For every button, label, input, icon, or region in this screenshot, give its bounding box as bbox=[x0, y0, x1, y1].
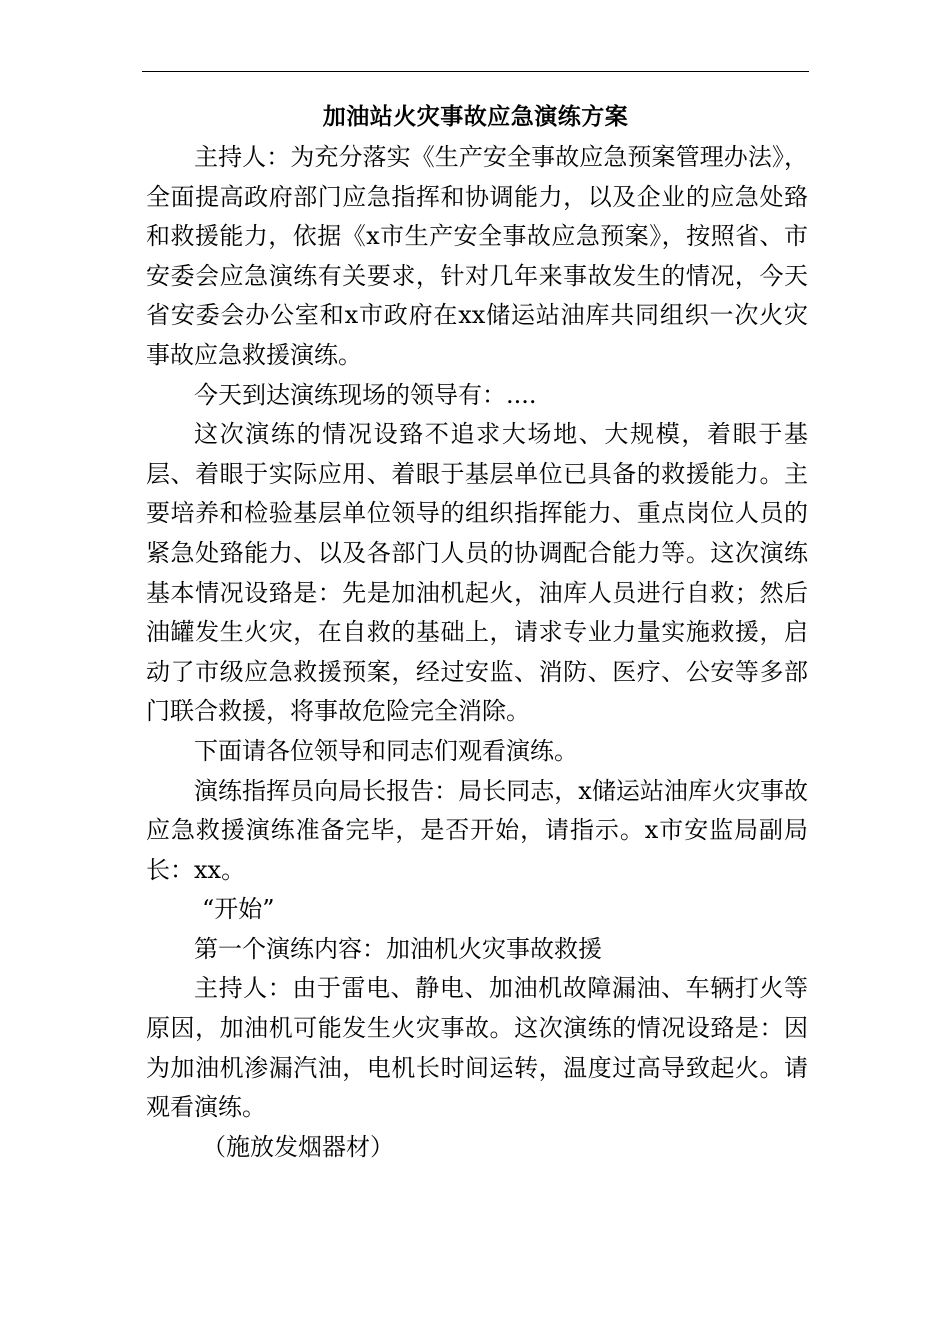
paragraph-watch-drill: 下面请各位领导和同志们观看演练。 bbox=[194, 736, 578, 765]
paragraph-first-drill-heading: 第一个演练内容：加油机火灾事故救援 bbox=[194, 934, 602, 963]
paragraph-smoke-note: （施放发烟器材） bbox=[202, 1132, 394, 1161]
paragraph-start-command: “开始” bbox=[202, 895, 275, 924]
document-body bbox=[146, 138, 808, 1167]
paragraph-drill-overview: 这次演练的情况设臵不追求大场地、大规模，着眼于基层、着眼于实际应用、着眼于基层单位已具备的救援能力。主要培养和检验基层单位领导的组织指挥能力、重点岗位人员的紧急处臵能力、以及各部门人员的协调配合能力等。这次演练基本情况设臵是：先是加油机起火，油库人员进行自救；然后油罐发生火灾，在自救的基础上，请求专业力量实施救援，启动了市级应急救援预案，经过安监、消防、医疗、公安等多部门联合救援，将事故危险完全消除。 bbox=[146, 420, 808, 726]
header-rule bbox=[142, 71, 809, 72]
paragraph-host-intro: 主持人：为充分落实《生产安全事故应急预案管理办法》，全面提高政府部门应急指挥和协调能力，以及企业的应急处臵和救援能力，依据《x市生产安全事故应急预案》，按照省、市安委会应急演练有关要求，针对几年来事故发生的情况，今天省安委会办公室和x市政府在xx储运站油库共同组织一次火灾事故应急救援演练。 bbox=[146, 143, 808, 369]
paragraph-commander-report: 演练指挥员向局长报告：局长同志，x储运站油库火灾事故应急救援演练准备完毕，是否开始，请指示。x市安监局副局长：xx。 bbox=[146, 776, 808, 884]
paragraph-first-drill-host: 主持人：由于雷电、静电、加油机故障漏油、车辆打火等原因，加油机可能发生火灾事故。这次演练的情况设臵是：因为加油机渗漏汽油，电机长时间运转，温度过高导致起火。请观看演练。 bbox=[146, 974, 808, 1122]
paragraph-leaders: 今天到达演练现场的领导有：.... bbox=[194, 380, 537, 409]
document-title: 加油站火灾事故应急演练方案 bbox=[322, 103, 629, 130]
